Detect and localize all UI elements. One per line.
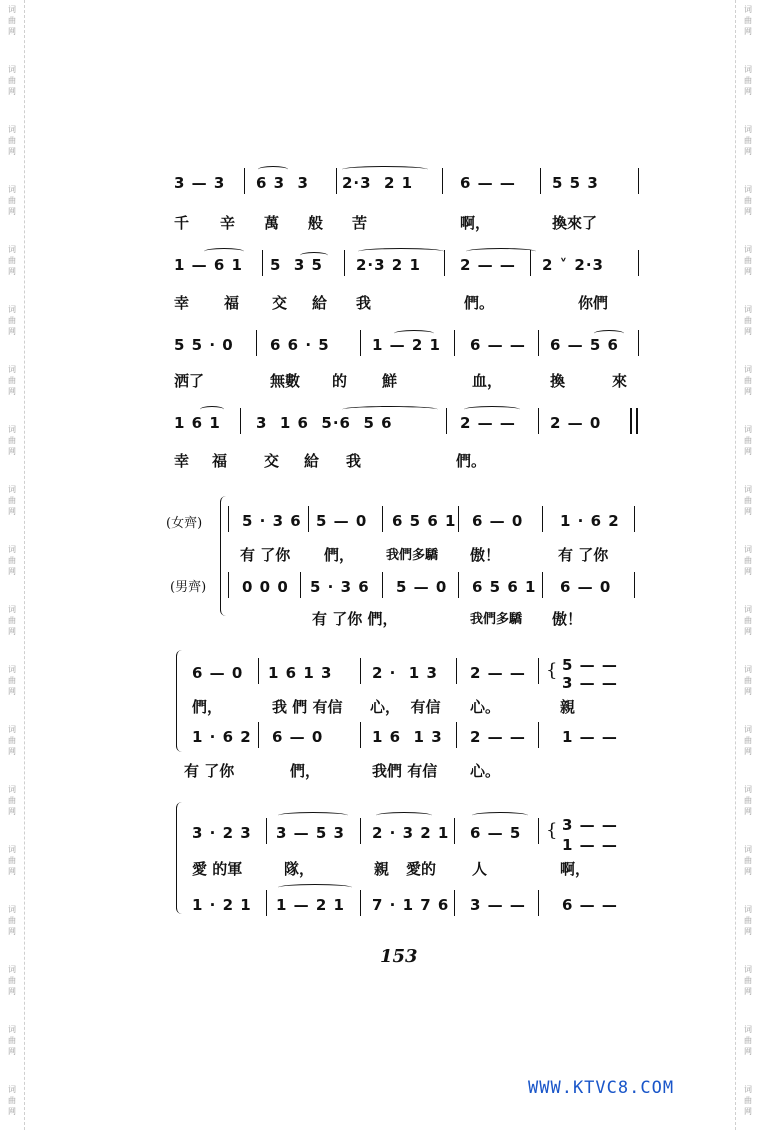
watermark-text: 词 曲 网 [8, 185, 16, 216]
male-lyrics-1: 有 了你 們， 我們多驕 傲！ [312, 610, 583, 628]
bottom-staff-3: 1 · 2 1 1 — 2 1 7 · 1 7 6 3 — — 6 — — [160, 886, 640, 918]
measure: 6 3 3 [256, 174, 309, 192]
bottom-lyrics-2: 有 了你 們， 我們 有信 心。 [184, 762, 501, 780]
top-lyrics-3: 愛 的軍 隊， 親 愛的 人 啊， [192, 860, 591, 878]
measure: 5 5 · 0 [174, 336, 234, 354]
top-lyrics-2: 們， 我 們 有信 心， 有信 心。 親 [192, 698, 576, 716]
female-staff-1: 5 · 3 6 5 — 0 6 5 6 1 6 — 0 1 · 6 2 [160, 502, 640, 534]
watermark-text: 词 曲 网 [744, 5, 752, 36]
watermark-text: 词 曲 网 [744, 845, 752, 876]
measure: 6 — — [470, 336, 526, 354]
score-row-2 [160, 246, 640, 278]
watermark-text: 词 曲 网 [744, 65, 752, 96]
measure: 6 — — [460, 174, 516, 192]
measure: 1 — 6 1 [174, 256, 243, 274]
female-lyrics-1: 有 了你 們， 我們多驕 傲！ 有 了你 [240, 546, 609, 564]
watermark-text: 词 曲 网 [744, 785, 752, 816]
measure: 6 6 · 5 [270, 336, 330, 354]
watermark-text: 词 曲 网 [744, 425, 752, 456]
watermark-text: 词 曲 网 [744, 545, 752, 576]
watermark-text: 词 曲 网 [8, 545, 16, 576]
watermark-text: 词 曲 网 [8, 1085, 16, 1116]
male-staff-1: 0 0 0 5 · 3 6 5 — 0 6 5 6 1 6 — 0 [160, 568, 640, 600]
music-sheet [160, 150, 640, 980]
female-chorus-label: (女齊) [166, 516, 203, 531]
measure: 2 — — [460, 414, 516, 432]
watermark-text: 词 曲 网 [744, 185, 752, 216]
watermark-text: 词 曲 网 [8, 125, 16, 156]
watermark-text: 词 曲 网 [8, 905, 16, 936]
measure: 1 6 1 [174, 414, 221, 432]
watermark-text: 词 曲 网 [8, 605, 16, 636]
watermark-text: 词 曲 网 [8, 365, 16, 396]
right-watermark-strip [735, 0, 760, 1130]
measure: 1 — 2 1 [372, 336, 441, 354]
watermark-text: 词 曲 网 [8, 425, 16, 456]
watermark-text: 词 曲 网 [744, 305, 752, 336]
measure: 6 — 5 6 [550, 336, 619, 354]
measure: 5 5 3 [552, 174, 599, 192]
watermark-text: 词 曲 网 [744, 365, 752, 396]
lyric-line-4: 幸 福 交 給 我 們。 [174, 452, 487, 470]
watermark-text: 词 曲 网 [8, 305, 16, 336]
lyric-line-1: 千 辛 萬 般 苦 啊， 換來了 [174, 214, 598, 232]
watermark-text: 词 曲 网 [744, 605, 752, 636]
watermark-text: 词 曲 网 [744, 245, 752, 276]
watermark-text: 词 曲 网 [744, 485, 752, 516]
measure: 3 1 6 5·6 5 6 [256, 414, 393, 432]
score-row-4 [160, 404, 640, 436]
watermark-text: 词 曲 网 [744, 725, 752, 756]
measure: 2 — — [460, 256, 516, 274]
site-url: WWW.KTVC8.COM [528, 1078, 675, 1098]
top-staff-3: 3 · 2 3 3 — 5 3 2 · 3 2 1 6 — 5 { 3 — — 1 — — [160, 814, 640, 846]
top-staff-2: 6 — 0 1 6 1 3 2 · 1 3 2 — — { 5 — — 3 — — [192, 656, 618, 692]
watermark-text: 词 曲 网 [8, 785, 16, 816]
watermark-text: 词 曲 网 [8, 725, 16, 756]
lyric-line-3: 洒了 無數 的 鮮 血， 換 來 [174, 372, 628, 390]
watermark-text: 词 曲 网 [744, 125, 752, 156]
measure: 2 — 0 [550, 414, 602, 432]
measure: 2·3 2 1 [356, 256, 421, 274]
watermark-text: 词 曲 网 [8, 845, 16, 876]
measure: 2·3 2 1 [342, 174, 414, 192]
measure: 2 ˅ 2·3 [542, 256, 604, 274]
watermark-text: 词 曲 网 [8, 245, 16, 276]
bottom-staff-2: 1 · 6 2 6 — 0 1 6 1 3 2 — — 1 — — [160, 718, 640, 750]
watermark-text: 词 曲 网 [744, 665, 752, 696]
lyric-line-2: 幸 福 交 給 我 們。 你們 [174, 294, 609, 312]
watermark-text: 词 曲 网 [8, 965, 16, 996]
page-number: 153 [380, 946, 418, 967]
score-row-1 [160, 164, 640, 196]
watermark-text: 词 曲 网 [8, 665, 16, 696]
watermark-text: 词 曲 网 [8, 485, 16, 516]
measure: 3 — 3 [174, 174, 226, 192]
watermark-text: 词 曲 网 [8, 1025, 16, 1056]
watermark-text: 词 曲 网 [744, 1025, 752, 1056]
watermark-text: 词 曲 网 [8, 65, 16, 96]
watermark-text: 词 曲 网 [8, 5, 16, 36]
male-chorus-label: (男齊) [170, 580, 207, 595]
left-watermark-strip [0, 0, 25, 1130]
score-row-3 [160, 326, 640, 358]
watermark-text: 词 曲 网 [744, 905, 752, 936]
watermark-text: 词 曲 网 [744, 1085, 752, 1116]
measure: 5 3 5 [270, 256, 323, 274]
watermark-text: 词 曲 网 [744, 965, 752, 996]
